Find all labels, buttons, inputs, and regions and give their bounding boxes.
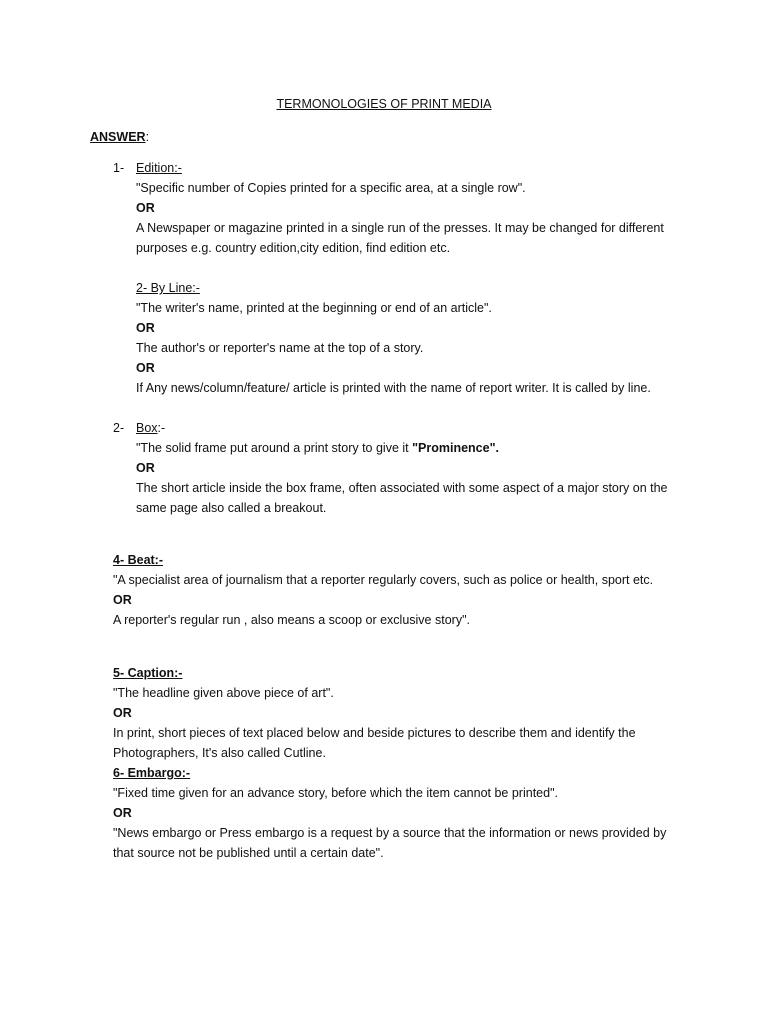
box-definition-2-line-1: The short article inside the box frame, often associated with some aspect of a major story on the xyxy=(136,481,668,495)
byline-definition-3: If Any news/column/feature/ article is printed with the name of report writer. It is called by line. xyxy=(136,381,651,395)
embargo-or-1: OR xyxy=(113,806,132,820)
box-heading-suffix: :- xyxy=(157,421,166,435)
box-number: 2- xyxy=(113,421,125,435)
byline-heading: 2- By Line:- xyxy=(136,281,200,295)
box-heading-line xyxy=(136,418,165,438)
answer-label: ANSWER xyxy=(90,130,146,144)
box-definition-1-line xyxy=(136,438,499,458)
embargo-definition-1: "Fixed time given for an advance story, before which the item cannot be printed". xyxy=(113,786,558,800)
caption-heading: 5- Caption:- xyxy=(113,666,183,680)
answer-colon: : xyxy=(145,130,150,144)
box-or-1: OR xyxy=(136,461,155,475)
edition-definition-1: "Specific number of Copies printed for a specific area, at a single row". xyxy=(136,181,526,195)
page-title: TERMONOLOGIES OF PRINT MEDIA xyxy=(276,97,492,111)
box-definition-1: "The solid frame put around a print story to give it xyxy=(136,441,413,455)
byline-definition-2: The author's or reporter's name at the top of a story. xyxy=(136,341,424,355)
edition-number: 1- xyxy=(113,161,125,175)
caption-definition-2-line-1: In print, short pieces of text placed below and beside pictures to describe them and identify the xyxy=(113,726,636,740)
beat-definition-1: "A specialist area of journalism that a reporter regularly covers, such as police or health, sport etc. xyxy=(113,573,654,587)
edition-or-1: OR xyxy=(136,201,155,215)
embargo-definition-2-line-1: "News embargo or Press embargo is a request by a source that the information or news provided by xyxy=(113,826,667,840)
caption-definition-1: "The headline given above piece of art". xyxy=(113,686,334,700)
box-heading: Box xyxy=(136,421,158,435)
caption-definition-2-line-2: Photographers, It's also called Cutline. xyxy=(113,746,326,760)
embargo-heading: 6- Embargo:- xyxy=(113,766,191,780)
edition-heading: Edition:- xyxy=(136,161,182,175)
answer-heading xyxy=(90,127,149,147)
box-definition-2-line-2: same page also called a breakout. xyxy=(136,501,327,515)
embargo-definition-2-line-2: that source not be published until a certain date". xyxy=(113,846,384,860)
box-definition-1-emphasis: "Prominence". xyxy=(412,441,499,455)
beat-heading: 4- Beat:- xyxy=(113,553,164,567)
beat-definition-2: A reporter's regular run , also means a scoop or exclusive story". xyxy=(113,613,470,627)
byline-definition-1: "The writer's name, printed at the beginning or end of an article". xyxy=(136,301,492,315)
beat-or-1: OR xyxy=(113,593,132,607)
edition-definition-2-line-2: purposes e.g. country edition,city edition, find edition etc. xyxy=(136,241,451,255)
edition-definition-2-line-1: A Newspaper or magazine printed in a single run of the presses. It may be changed for different xyxy=(136,221,664,235)
byline-or-2: OR xyxy=(136,361,155,375)
caption-or-1: OR xyxy=(113,706,132,720)
byline-or-1: OR xyxy=(136,321,155,335)
